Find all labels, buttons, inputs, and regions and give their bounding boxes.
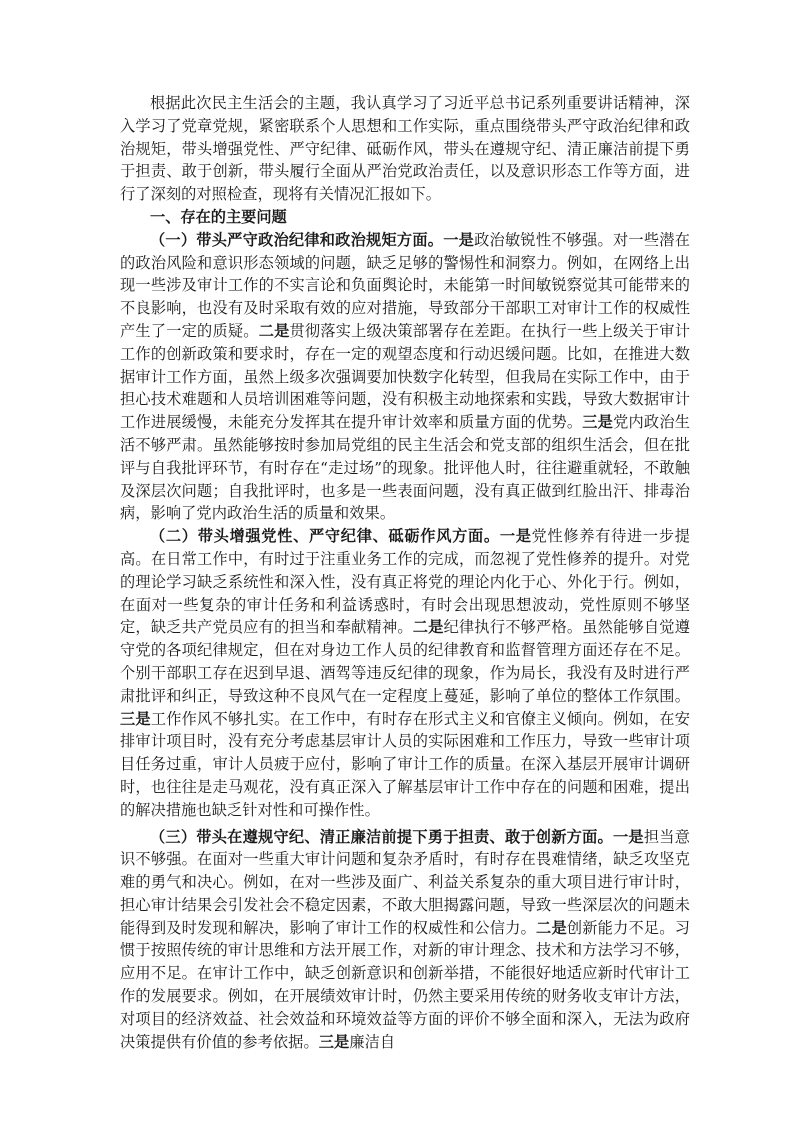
point-text: 担当意识不够强。在面对一些重大审计问题和复杂矛盾时，有时存在畏难情绪，缺乏攻坚克难的勇气和决心。例如，在对一些涉及面广、利益关系复杂的重大项目进行审计时，担心审计结果会引发社会不稳定因素，不敢大胆揭露问题，导致一些深层次的问题未能得到及时发现和解决，影响了审计工作的权威性和公信力。 [120, 827, 690, 937]
point-marker: 一是 [499, 527, 532, 546]
intro-paragraph: 根据此次民主生活会的主题，我认真学习了习近平总书记系列重要讲话精神，深入学习了党章党规，紧密联系个人思想和工作实际，重点围绕带头严守政治纪律和政治规矩，带头增强党性、严守纪律、砥砺作风，带头在遵规守纪、清正廉洁前提下勇于担责、敢于创新，带头履行全面从严治党政治责任，以及意识形态工作等方面，进行了深刻的对照检查，现将有关情况汇报如下。 [120, 94, 690, 204]
section-heading: 一、存在的主要问题 [150, 207, 287, 226]
subsection-1-title: （一）带头严守政治纪律和政治规矩方面。 [150, 230, 444, 249]
point-text: 党内政治生活不够严肃。虽然能够按时参加局党组的民主生活会和党支部的组织生活会，但在批评与自我批评环节，有时存在“走过场”的现象。批评他人时，往往避重就轻，不敢触及深层次问题；自我批评时，也多是一些表面问题，没有真正做到红脸出汗、排毒治病，影响了党内政治生活的质量和效果。 [120, 413, 691, 523]
point-text: 党性修养有待进一步提高。在日常工作中，有时过于注重业务工作的完成，而忽视了党性修养的提升。对党的理论学习缺乏系统性和深入性，没有真正将党的理论内化于心、外化于行。例如，在面对一些复杂的审计任务和利益诱惑时，有时会出现思想波动，党性原则不够坚定，缺乏共产党员应有的担当和奉献精神。 [120, 527, 691, 637]
subsection-3-paragraph [120, 826, 690, 1054]
subsection-2-paragraph [120, 525, 690, 821]
point-marker: 二是 [258, 321, 290, 340]
point-marker: 一是 [443, 230, 475, 249]
point-marker: 一是 [612, 827, 644, 846]
point-text: 创新能力不足。习惯于按照传统的审计思维和方法开展工作，对新的审计理念、技术和方法学习不够，应用不足。在审计工作中，缺乏创新意识和创新举措，不能很好地适应新时代审计工作的发展要求。例如，在开展绩效审计时，仍然主要采用传统的财务收支审计方法，对项目的经济效益、社会效益和环境效益等方面的评价不够全面和深入，无法为政府决策提供有价值的参考依据。 [120, 918, 691, 1051]
point-text: 廉洁自 [349, 1032, 396, 1051]
point-marker: 三是 [582, 413, 614, 432]
point-marker: 三是 [120, 709, 151, 728]
point-marker: 二是 [536, 918, 567, 937]
subsection-3-title: （三）带头在遵规守纪、清正廉洁前提下勇于担责、敢于创新方面。 [150, 827, 613, 846]
document-page [120, 92, 690, 1053]
point-marker: 三是 [318, 1032, 350, 1051]
point-text: 贯彻落实上级决策部署存在差距。在执行一些上级关于审计工作的创新政策和要求时，存在一定的观望态度和行动迟缓问题。比如，在推进大数据审计工作方面，虽然上级多次强调要加快数字化转型，但我局在实际工作中，由于担心技术难题和人员培训困难等问题，没有积极主动地探索和实践，导致大数据审计工作进展缓慢，未能充分发挥其在提升审计效率和质量方面的优势。 [120, 321, 691, 432]
point-text: 纪律执行不够严格。虽然能够自觉遵守党的各项纪律规定，但在对身边工作人员的纪律教育和监督管理方面还存在不足。个别干部职工存在迟到早退、酒驾等违反纪律的现象，作为局长，我没有及时进行严肃批评和纠正，导致这种不良风气在一定程度上蔓延，影响了单位的整体工作氛围。 [120, 618, 691, 705]
subsection-1-paragraph [120, 229, 690, 525]
subsection-2-title: （二）带头增强党性、严守纪律、砥砺作风方面。 [150, 527, 500, 546]
point-text: 政治敏锐性不够强。对一些潜在的政治风险和意识形态领域的问题，缺乏足够的警惕性和洞察力。例如，在网络上出现一些涉及审计工作的不实言论和负面舆论时，未能第一时间敏锐察觉其可能带来的不良影响，也没有及时采取有效的应对措施，导致部分干部职工对审计工作的权威性产生了一定的质疑。 [120, 230, 691, 340]
point-marker: 二是 [412, 618, 444, 637]
point-text: 工作作风不够扎实。在工作中，有时存在形式主义和官僚主义倾向。例如，在安排审计项目时，没有充分考虑基层审计人员的实际困难和工作压力，导致一些审计项目任务过重，审计人员疲于应付，影响了审计工作的质量。在深入基层开展审计调研时，也往往是走马观花，没有真正深入了解基层审计工作中存在的问题和困难，提出的解决措施也缺乏针对性和可操作性。 [120, 709, 691, 819]
